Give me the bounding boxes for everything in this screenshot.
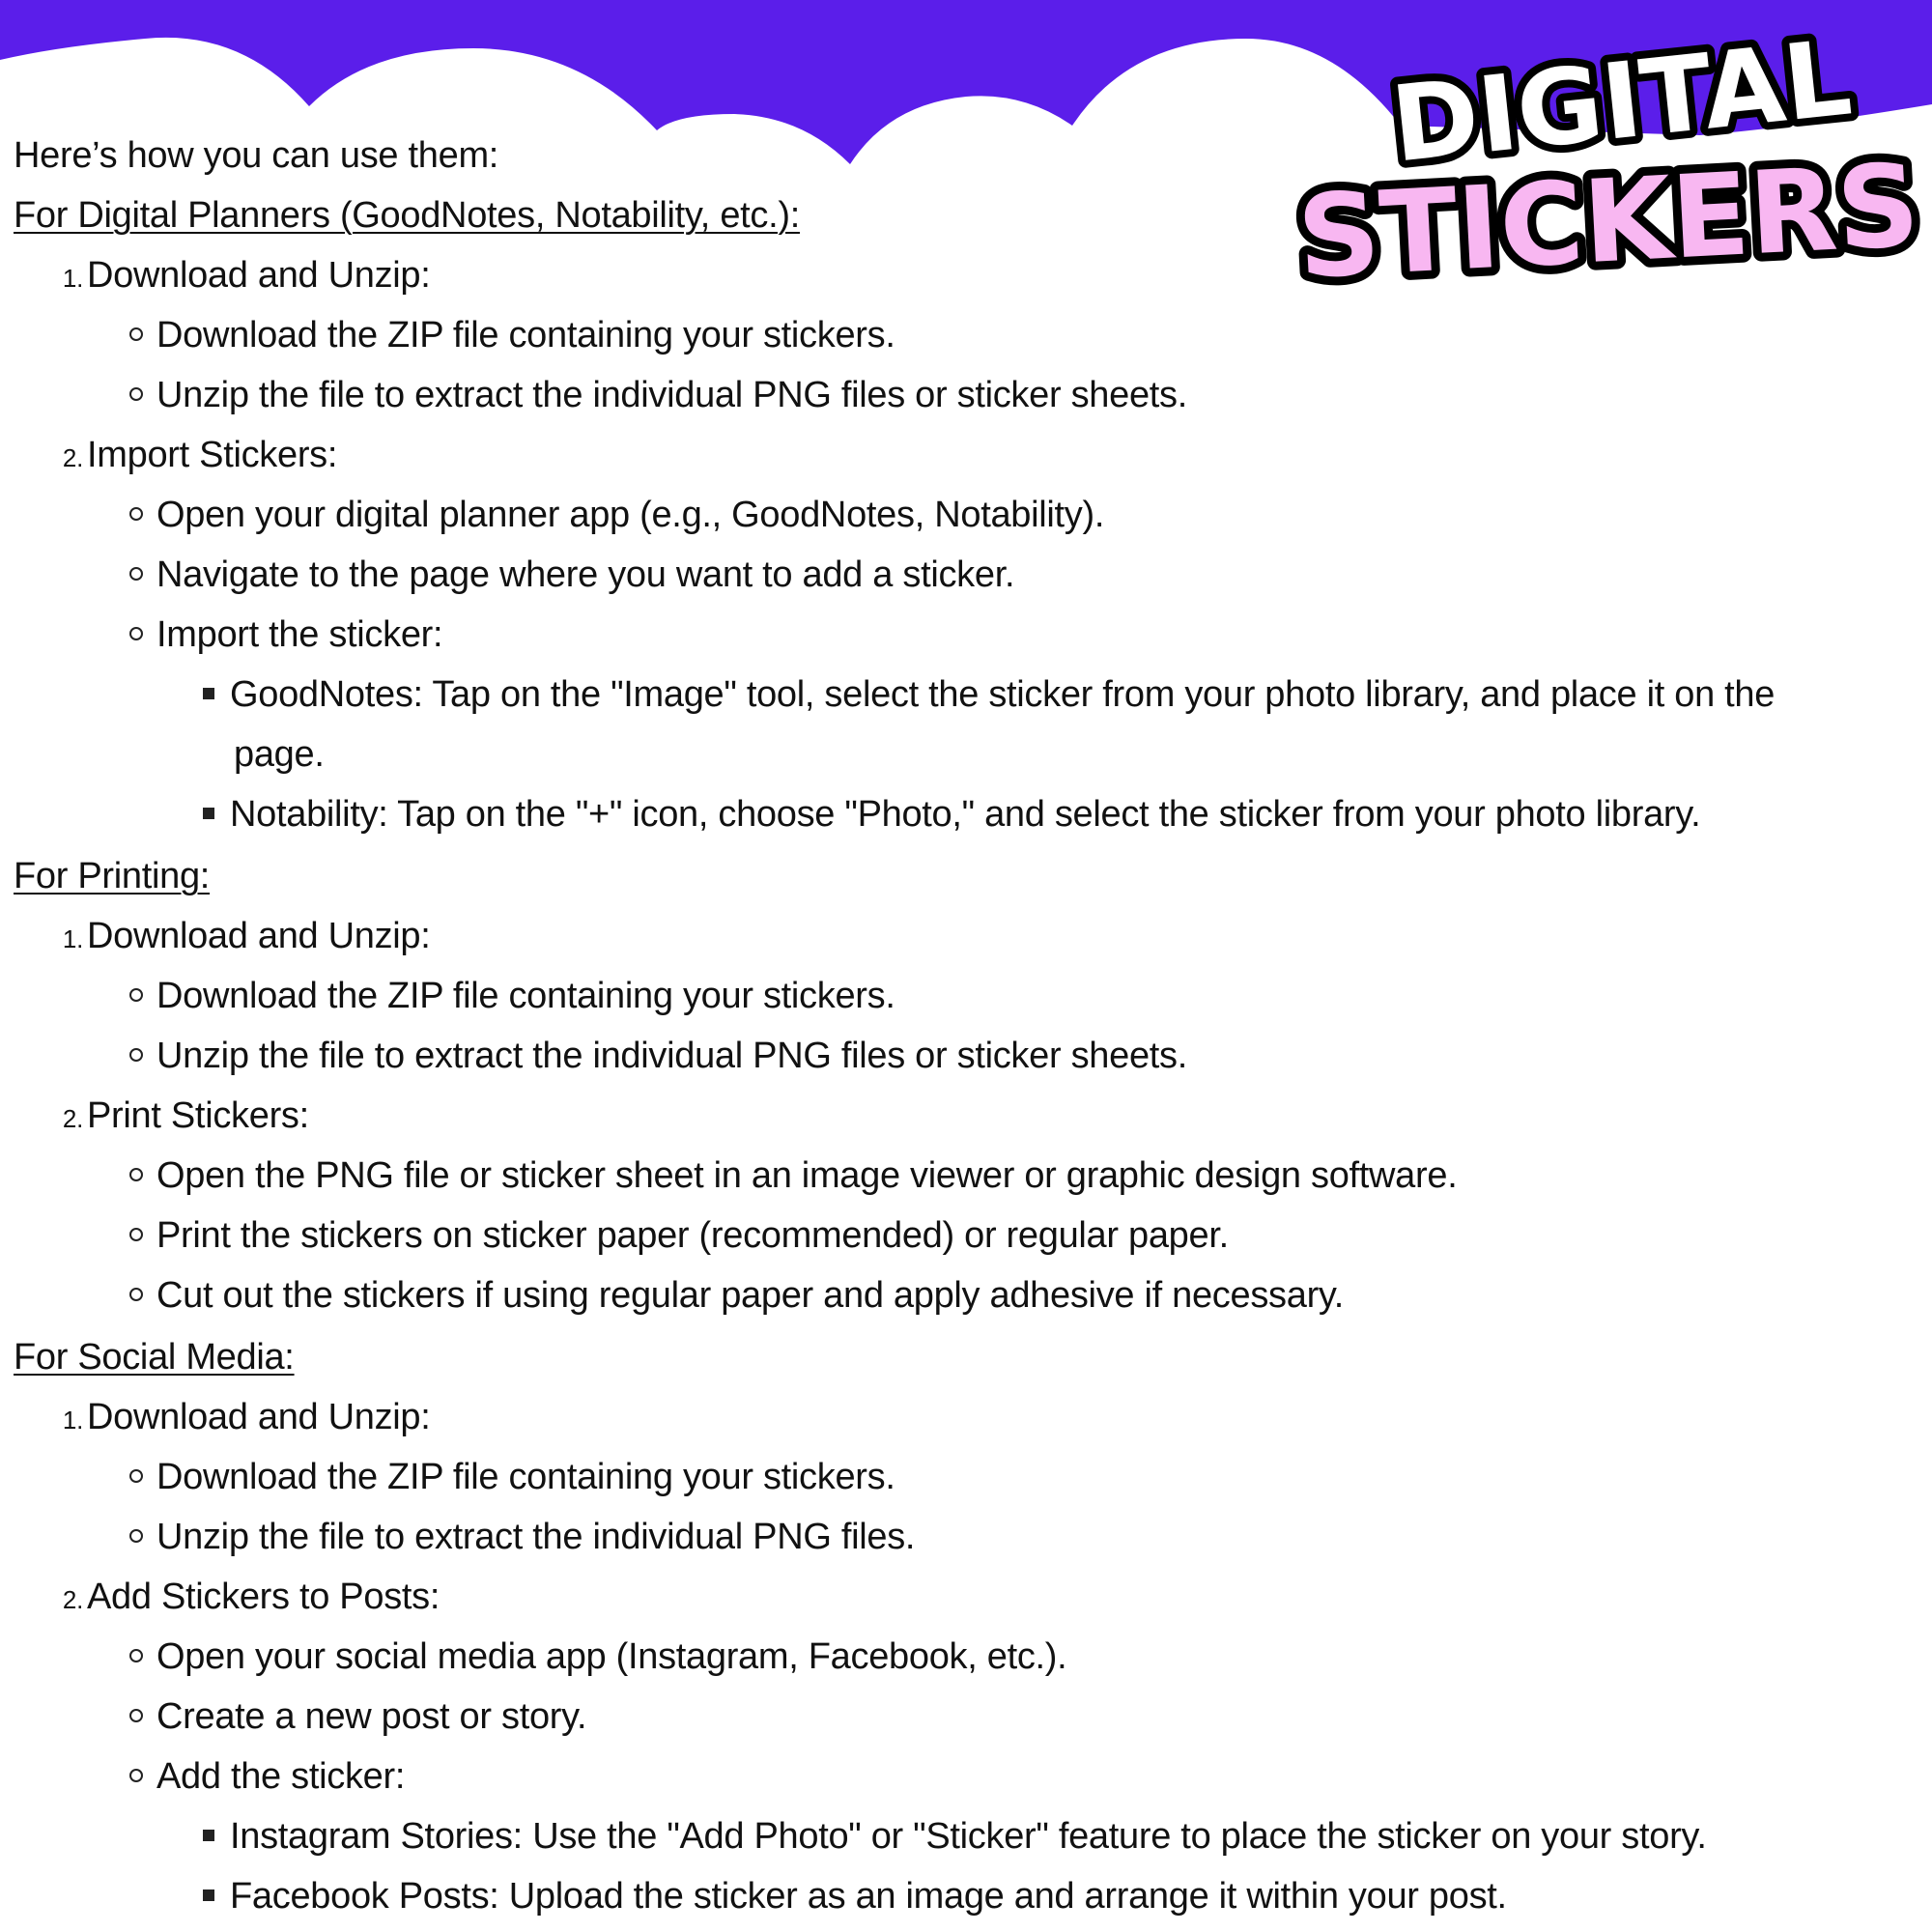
hollow-bullet-icon [129, 1469, 143, 1483]
list-item: Unzip the file to extract the individual PNG files. [129, 1507, 915, 1567]
square-bullet-icon [203, 808, 214, 819]
square-bullet-icon [203, 688, 214, 699]
list-item: Download the ZIP file containing your stickers. [129, 305, 895, 365]
logo-text-digital: DIGITAL [1386, 17, 1857, 186]
list-item: Add the sticker: [129, 1747, 405, 1806]
step-number: 2. [62, 443, 83, 472]
list-item: Download the ZIP file containing your stickers. [129, 1447, 895, 1507]
hollow-bullet-icon [129, 1709, 143, 1722]
list-item: Import the sticker: [129, 605, 442, 665]
hollow-bullet-icon [129, 387, 143, 401]
step-title: Import Stickers: [87, 435, 338, 475]
step-number: 2. [62, 1585, 83, 1614]
square-bullet-icon [203, 1889, 214, 1901]
logo-text-stickers: STICKERS [1293, 138, 1923, 304]
step-item [56, 1086, 309, 1149]
square-bullet-icon [203, 1830, 214, 1841]
list-item: Open your social media app (Instagram, Facebook, etc.). [129, 1627, 1066, 1687]
step-title: Download and Unzip: [87, 1397, 431, 1437]
step-title: Download and Unzip: [87, 916, 431, 956]
step-item [56, 1387, 431, 1450]
section-heading-social-media: For Social Media: [14, 1337, 295, 1378]
hollow-bullet-icon [129, 1288, 143, 1301]
hollow-bullet-icon [129, 327, 143, 341]
hollow-bullet-icon [129, 627, 143, 640]
list-item: Navigate to the page where you want to add a sticker. [129, 545, 1014, 605]
step-title: Download and Unzip: [87, 255, 431, 296]
step-number: 1. [62, 264, 83, 293]
hollow-bullet-icon [129, 988, 143, 1002]
section-heading-digital-planners: For Digital Planners (GoodNotes, Notability, etc.): [14, 195, 800, 236]
hollow-bullet-icon [129, 1168, 143, 1181]
list-item: Cut out the stickers if using regular paper and apply adhesive if necessary. [129, 1265, 1344, 1325]
step-number: 1. [62, 1406, 83, 1435]
list-item: Unzip the file to extract the individual PNG files or sticker sheets. [129, 1026, 1187, 1086]
list-item: Print the stickers on sticker paper (recommended) or regular paper. [129, 1206, 1229, 1265]
hollow-bullet-icon [129, 1228, 143, 1241]
section-heading-printing: For Printing: [14, 856, 211, 896]
hollow-bullet-icon [129, 1649, 143, 1662]
hollow-bullet-icon [129, 567, 143, 581]
sub-list-item: Facebook Posts: Upload the sticker as an image and arrange it within your post. [203, 1866, 1507, 1926]
step-item [56, 425, 337, 488]
list-item: Unzip the file to extract the individual PNG files or sticker sheets. [129, 365, 1187, 425]
sub-list-item-continuation: page. [234, 734, 325, 775]
sub-list-item: Notability: Tap on the "+" icon, choose "Photo," and select the sticker from your photo library. [203, 784, 1700, 844]
hollow-bullet-icon [129, 1769, 143, 1782]
hollow-bullet-icon [129, 1529, 143, 1543]
list-item: Create a new post or story. [129, 1687, 586, 1747]
step-title: Print Stickers: [87, 1095, 309, 1136]
list-item: Open the PNG file or sticker sheet in an image viewer or graphic design software. [129, 1146, 1457, 1206]
intro-text: Here’s how you can use them: [14, 135, 499, 176]
step-number: 1. [62, 924, 83, 953]
list-item: Open your digital planner app (e.g., GoodNotes, Notability). [129, 485, 1104, 545]
step-item [56, 245, 431, 308]
list-item: Download the ZIP file containing your stickers. [129, 966, 895, 1026]
sub-list-item: Instagram Stories: Use the "Add Photo" or "Sticker" feature to place the sticker on your story. [203, 1806, 1707, 1866]
step-item [56, 1567, 440, 1630]
step-number: 2. [62, 1104, 83, 1133]
hollow-bullet-icon [129, 1048, 143, 1062]
hollow-bullet-icon [129, 507, 143, 521]
sub-list-item: GoodNotes: Tap on the "Image" tool, select the sticker from your photo library, and place it on the [203, 665, 1775, 724]
step-title: Add Stickers to Posts: [87, 1577, 440, 1617]
step-item [56, 906, 431, 969]
